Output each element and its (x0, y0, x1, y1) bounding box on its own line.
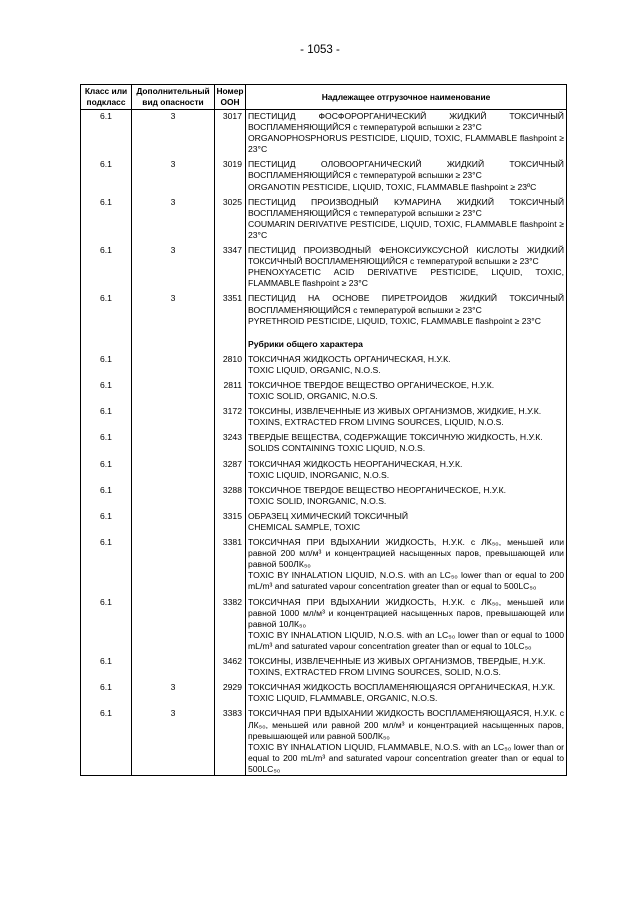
class-cell: 6.1 (81, 704, 132, 775)
english-name: TOXIC SOLID, ORGANIC, N.O.S. (248, 391, 378, 402)
english-name: PYRETHROID PESTICIDE, LIQUID, TOXIC, FLAMMABLE flashpoint ≥ 23°C (248, 315, 541, 326)
shipping-name-cell (246, 289, 567, 326)
class-cell: 6.1 (81, 678, 132, 704)
russian-name: ПЕСТИЦИД ПРОИЗВОДНЫЙ КУМАРИНА ЖИДКИЙ ТОКСИЧНЫЙ ВОСПЛАМЕНЯЮЩИЙСЯ с температурой вспышки ≥ 23°C (248, 196, 564, 218)
un-number-cell: 3347 (215, 241, 246, 289)
subsidiary-hazard-cell (132, 428, 215, 454)
un-number-cell: 3025 (215, 193, 246, 241)
english-name: TOXIC LIQUID, INORGANIC, N.O.S. (248, 469, 390, 480)
russian-name: ТОКСИЧНАЯ ПРИ ВДЫХАНИИ ЖИДКОСТЬ, Н.У.К. с ЛК₅₀, меньшей или равной 200 мл/м³ и концентрацией насыщенных паров, превышающей или равной 500ЛК₅₀ (248, 537, 564, 570)
russian-name: ПЕСТИЦИД ПРОИЗВОДНЫЙ ФЕНОКСИУКСУСНОЙ КИСЛОТЫ ЖИДКИЙ ТОКСИЧНЫЙ ВОСПЛАМЕНЯЮЩИЙСЯ с температурой вспышки ≥ 23°C (248, 245, 564, 267)
shipping-name-cell (246, 533, 567, 592)
table-row (81, 678, 567, 704)
english-name: SOLIDS CONTAINING TOXIC LIQUID, N.O.S. (248, 443, 426, 454)
table-row (81, 593, 567, 652)
subsidiary-hazard-cell: 3 (132, 289, 215, 326)
shipping-name-cell (246, 678, 567, 704)
english-name: ORGANOPHOSPHORUS PESTICIDE, LIQUID, TOXIC, FLAMMABLE flashpoint ≥ 23°C (248, 133, 564, 155)
subsidiary-hazard-cell: 3 (132, 155, 215, 192)
shipping-name-cell (246, 507, 567, 533)
subsidiary-hazard-cell (132, 507, 215, 533)
class-cell: 6.1 (81, 481, 132, 507)
subsidiary-hazard-cell: 3 (132, 193, 215, 241)
empty-cell (132, 327, 215, 350)
class-cell: 6.1 (81, 350, 132, 376)
table-row (81, 110, 567, 156)
table-row (81, 350, 567, 376)
un-number-cell: 3288 (215, 481, 246, 507)
subsidiary-hazard-cell (132, 350, 215, 376)
dangerous-goods-table (80, 84, 567, 776)
russian-name: ТОКСИЧНАЯ ЖИДКОСТЬ НЕОРГАНИЧЕСКАЯ, Н.У.К. (248, 458, 463, 469)
subsidiary-hazard-cell (132, 593, 215, 652)
english-name: TOXIC BY INHALATION LIQUID, FLAMMABLE, N.O.S. with an LC₅₀ lower than or equal to 200 mL/m³ and saturated vapour concentration greater than or equal to 500LC₅₀ (248, 741, 564, 774)
subsidiary-hazard-cell (132, 481, 215, 507)
class-cell: 6.1 (81, 193, 132, 241)
shipping-name-cell (246, 455, 567, 481)
shipping-name-cell (246, 481, 567, 507)
table-row (81, 455, 567, 481)
shipping-name-cell (246, 110, 567, 156)
empty-cell (215, 327, 246, 350)
un-number-cell: 3381 (215, 533, 246, 592)
page-number: - 1053 - (300, 44, 340, 56)
un-number-cell: 3243 (215, 428, 246, 454)
russian-name: ТОКСИНЫ, ИЗВЛЕЧЕННЫЕ ИЗ ЖИВЫХ ОРГАНИЗМОВ, ЖИДКИЕ, Н.У.К. (248, 406, 542, 417)
table-row (81, 652, 567, 678)
un-number-cell: 3017 (215, 110, 246, 156)
empty-cell (81, 327, 132, 350)
class-cell: 6.1 (81, 241, 132, 289)
russian-name: ТОКСИЧНОЕ ТВЕРДОЕ ВЕЩЕСТВО НЕОРГАНИЧЕСКОЕ, Н.У.К. (248, 484, 507, 495)
table-row (81, 507, 567, 533)
subsidiary-hazard-cell: 3 (132, 241, 215, 289)
shipping-name-cell (246, 193, 567, 241)
un-number-cell: 2810 (215, 350, 246, 376)
table-header (81, 85, 567, 110)
table-row (81, 533, 567, 592)
subsidiary-hazard-cell (132, 402, 215, 428)
english-name: CHEMICAL SAMPLE, TOXIC (248, 522, 361, 532)
class-cell: 6.1 (81, 402, 132, 428)
shipping-name-cell (246, 402, 567, 428)
english-name: TOXINS, EXTRACTED FROM LIVING SOURCES, LIQUID, N.O.S. (248, 417, 504, 428)
shipping-name-cell (246, 350, 567, 376)
header-subsidiary-hazard: Дополнительный вид опасности (132, 85, 215, 110)
subsidiary-hazard-cell: 3 (132, 678, 215, 704)
english-name: TOXIC LIQUID, ORGANIC, N.O.S. (248, 364, 381, 375)
table-row (81, 289, 567, 326)
russian-name: ПЕСТИЦИД НА ОСНОВЕ ПИРЕТРОИДОВ ЖИДКИЙ ТОКСИЧНЫЙ ВОСПЛАМЕНЯЮЩИЙСЯ с температурой вспышки ≥ 23°C (248, 293, 564, 315)
table-row (81, 481, 567, 507)
russian-name: ТВЕРДЫЕ ВЕЩЕСТВА, СОДЕРЖАЩИЕ ТОКСИЧНУЮ ЖИДКОСТЬ, Н.У.К. (248, 432, 543, 443)
subsidiary-hazard-cell (132, 533, 215, 592)
section-heading-cell (246, 327, 567, 350)
header-class: Класс или подкласс (81, 85, 132, 110)
table-row (81, 155, 567, 192)
russian-name: ПЕСТИЦИД ФОСФОРОРГАНИЧЕСКИЙ ЖИДКИЙ ТОКСИЧНЫЙ ВОСПЛАМЕНЯЮЩИЙСЯ с температурой вспышки ≥ 23°C (248, 111, 564, 133)
subsidiary-hazard-cell (132, 376, 215, 402)
russian-name: ПЕСТИЦИД ОЛОВООРГАНИЧЕСКИЙ ЖИДКИЙ ТОКСИЧНЫЙ ВОСПЛАМЕНЯЮЩИЙСЯ с температурой вспышки ≥ 23°C (248, 159, 564, 181)
english-name: PHENOXYACETIC ACID DERIVATIVE PESTICIDE, LIQUID, TOXIC, FLAMMABLE flashpoint ≥ 23°C (248, 267, 564, 289)
english-name: TOXIC LIQUID, FLAMMABLE, ORGANIC, N.O.S. (248, 693, 438, 704)
english-name: TOXIC BY INHALATION LIQUID, N.O.S. with an LC₅₀ lower than or equal to 200 mL/m³ and saturated vapour concentration greater than or equal to 500LC₅₀ (248, 570, 564, 592)
un-number-cell: 3019 (215, 155, 246, 192)
shipping-name-cell (246, 241, 567, 289)
english-name: TOXINS, EXTRACTED FROM LIVING SOURCES, SOLID, N.O.S. (248, 667, 501, 678)
shipping-name-cell (246, 652, 567, 678)
section-row (81, 327, 567, 350)
un-number-cell: 3315 (215, 507, 246, 533)
shipping-name-cell (246, 376, 567, 402)
shipping-name-cell (246, 593, 567, 652)
class-cell: 6.1 (81, 507, 132, 533)
table-row (81, 241, 567, 289)
header-shipping-name: Надлежащее отгрузочное наименование (246, 85, 567, 110)
russian-name: ТОКСИНЫ, ИЗВЛЕЧЕННЫЕ ИЗ ЖИВЫХ ОРГАНИЗМОВ, ТВЕРДЫЕ, Н.У.К. (248, 656, 546, 667)
table-row (81, 402, 567, 428)
class-cell: 6.1 (81, 155, 132, 192)
shipping-name-cell (246, 704, 567, 775)
class-cell: 6.1 (81, 110, 132, 156)
shipping-name-cell (246, 155, 567, 192)
class-cell: 6.1 (81, 652, 132, 678)
english-name: COUMARIN DERIVATIVE PESTICIDE, LIQUID, TOXIC, FLAMMABLE flashpoint ≥ 23°C (248, 218, 564, 240)
header-un-number: Номер ООН (215, 85, 246, 110)
table-row (81, 704, 567, 775)
english-name: ORGANOTIN PESTICIDE, LIQUID, TOXIC, FLAMMABLE flashpoint ≥ 23ºC (248, 181, 537, 192)
table-body (81, 110, 567, 776)
class-cell: 6.1 (81, 533, 132, 592)
section-heading: Рубрики общего характера (248, 338, 363, 349)
russian-name: ТОКСИЧНАЯ ПРИ ВДЫХАНИИ ЖИДКОСТЬ ВОСПЛАМЕНЯЮЩАЯСЯ, Н.У.К. с ЛК₅₀, меньшей или равной 200 мл/м³ и концентрацией насыщенных паров, превышающей или равной 500ЛК₅₀ (248, 708, 564, 741)
class-cell: 6.1 (81, 455, 132, 481)
class-cell: 6.1 (81, 289, 132, 326)
un-number-cell: 3351 (215, 289, 246, 326)
english-name: TOXIC SOLID, INORGANIC, N.O.S. (248, 495, 387, 506)
russian-name: ТОКСИЧНОЕ ТВЕРДОЕ ВЕЩЕСТВО ОРГАНИЧЕСКОЕ, Н.У.К. (248, 379, 495, 390)
russian-name: ТОКСИЧНАЯ ЖИДКОСТЬ ОРГАНИЧЕСКАЯ, Н.У.К. (248, 353, 451, 364)
un-number-cell: 3382 (215, 593, 246, 652)
table-row (81, 428, 567, 454)
class-cell: 6.1 (81, 428, 132, 454)
un-number-cell: 3172 (215, 402, 246, 428)
subsidiary-hazard-cell (132, 652, 215, 678)
class-cell: 6.1 (81, 593, 132, 652)
russian-name: ОБРАЗЕЦ ХИМИЧЕСКИЙ ТОКСИЧНЫЙ (248, 510, 408, 521)
un-number-cell: 2929 (215, 678, 246, 704)
russian-name: ТОКСИЧНАЯ ЖИДКОСТЬ ВОСПЛАМЕНЯЮЩАЯСЯ ОРГАНИЧЕСКАЯ, Н.У.К. (248, 682, 556, 693)
table-row (81, 376, 567, 402)
english-name: TOXIC BY INHALATION LIQUID, N.O.S. with an LC₅₀ lower than or equal to 1000 mL/m³ and saturated vapour concentration greater than or equal to 10LC₅₀ (248, 629, 564, 651)
subsidiary-hazard-cell (132, 455, 215, 481)
russian-name: ТОКСИЧНАЯ ПРИ ВДЫХАНИИ ЖИДКОСТЬ, Н.У.К. с ЛК₅₀, меньшей или равной 1000 мл/м³ и концентрацией насыщенных паров, превышающей или равной 10ЛК₅₀ (248, 596, 564, 629)
class-cell: 6.1 (81, 376, 132, 402)
table-row (81, 193, 567, 241)
subsidiary-hazard-cell: 3 (132, 704, 215, 775)
un-number-cell: 3383 (215, 704, 246, 775)
un-number-cell: 3287 (215, 455, 246, 481)
shipping-name-cell (246, 428, 567, 454)
subsidiary-hazard-cell: 3 (132, 110, 215, 156)
un-number-cell: 2811 (215, 376, 246, 402)
un-number-cell: 3462 (215, 652, 246, 678)
